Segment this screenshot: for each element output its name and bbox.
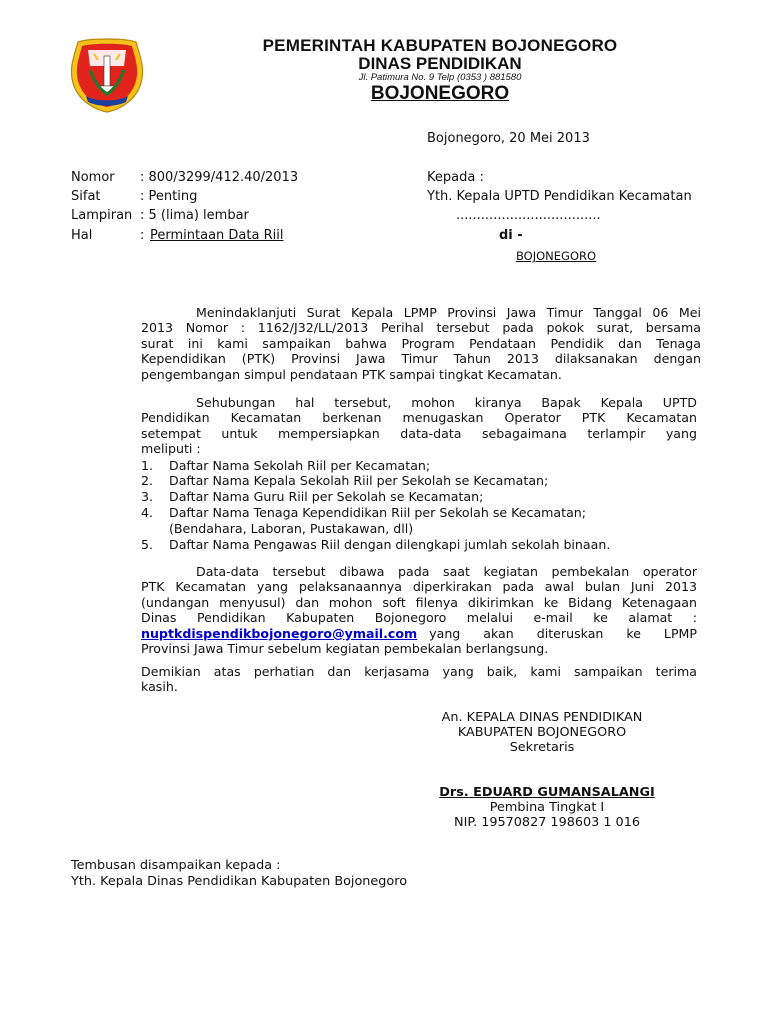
letterhead-department: DINAS PENDIDIKAN — [358, 54, 522, 73]
nomor-value: : 800/3299/412.40/2013 — [140, 170, 299, 185]
paragraph-line: Provinsi Jawa Timur sebelum kegiatan pembekalan berlangsung. — [141, 640, 549, 656]
letterhead-city: BOJONEGORO — [370, 83, 510, 104]
paragraph-line: PTK Kecamatan yang pelaksanaannya diperkirakan pada awal bulan Juni 2013 — [141, 579, 697, 595]
paragraph-line: meliputi : — [141, 441, 201, 457]
signatory-rank: Pembina Tingkat I — [489, 800, 605, 815]
paragraph-line: Kependidikan (PTK) Provinsi Jawa Timur Tahun 2013 dilaksanakan dengan — [141, 351, 701, 367]
paragraph-line: Pendidikan Kecamatan berkenan menugaskan Operator PTK Kecamatan — [141, 410, 697, 426]
paragraph-3 — [141, 564, 697, 656]
recipient-place: BOJONEGORO — [516, 249, 597, 263]
email-link[interactable]: nuptkdispendikbojonegoro@ymail.com — [141, 625, 418, 641]
recipient-dots: ................................... — [456, 208, 601, 223]
signature-title-3: Sekretaris — [509, 740, 575, 755]
list-item — [141, 521, 413, 536]
paragraph-line: surat ini kami sampaikan bahwa Program Pendataan Pendidik dan Tenaga — [141, 335, 701, 351]
paragraph-line: pengembangan simpul pendataan PTK sampai tingkat Kecamatan. — [141, 366, 562, 382]
letterhead-address: Jl. Patimura No. 9 Telp (0353 ) 881580 — [358, 72, 522, 83]
tembusan-title: Tembusan disampaikan kepada : — [71, 858, 281, 873]
sifat-label: Sifat — [71, 189, 101, 204]
list-text: Daftar Nama Tenaga Kependidikan Riil per Sekolah se Kecamatan; — [169, 505, 587, 520]
lampiran-label: Lampiran — [71, 208, 133, 223]
list-number: 1. — [141, 458, 154, 473]
recipient-title: Yth. Kepala UPTD Pendidikan Kecamatan — [427, 189, 692, 204]
hal-colon: : — [140, 228, 145, 243]
list-number: 4. — [141, 505, 154, 520]
paragraph-line: Demikian atas perhatian dan kerjasama yang baik, kami sampaikan terima — [141, 664, 697, 679]
list-number: 2. — [141, 473, 154, 488]
paragraph-line: Data-data tersebut dibawa pada saat kegiatan pembekalan operator — [196, 564, 697, 579]
tembusan-item: Yth. Kepala Dinas Pendidikan Kabupaten Bojonegoro — [71, 874, 408, 889]
sifat-value: : Penting — [140, 189, 198, 204]
signatory-name: Drs. EDUARD GUMANSALANGI — [439, 785, 655, 800]
paragraph-line: 2013 Nomor : 1162/J32/LL/2013 Perihal tersebut pada pokok surat, bersama — [141, 320, 701, 336]
email-after-text: yang akan diteruskan ke LPMP — [429, 625, 697, 641]
list-item — [141, 458, 430, 473]
paragraph-line: Dinas Pendidikan Kabupaten Bojonegoro melalui e-mail ke alamat : — [141, 610, 697, 626]
list-text: Daftar Nama Guru Riil per Sekolah se Kecamatan; — [169, 489, 484, 504]
list-item — [141, 473, 548, 488]
signatory-nip: NIP. 19570827 198603 1 016 — [454, 815, 640, 830]
signature-title-1: An. KEPALA DINAS PENDIDIKAN — [441, 710, 643, 725]
hal-value: Permintaan Data Riil — [150, 228, 284, 243]
paragraph-2 — [141, 395, 697, 457]
list-number: 3. — [141, 489, 154, 504]
list-item — [141, 537, 610, 552]
list-text: Daftar Nama Sekolah Riil per Kecamatan; — [169, 458, 431, 473]
bojonegoro-regency-emblem — [64, 36, 150, 114]
list-text: (Bendahara, Laboran, Pustakawan, dll) — [169, 521, 414, 536]
list-item — [141, 505, 586, 520]
hal-label: Hal — [71, 228, 93, 243]
lampiran-value: : 5 (lima) lembar — [140, 208, 249, 223]
paragraph-line: Sehubungan hal tersebut, mohon kiranya Bapak Kepala UPTD — [196, 395, 697, 410]
list-number: 5. — [141, 537, 154, 552]
nomor-label: Nomor — [71, 170, 115, 185]
paragraph-1 — [141, 305, 701, 382]
paragraph-line: kasih. — [141, 679, 178, 695]
list-item — [141, 489, 483, 504]
paragraph-line: Menindaklanjuti Surat Kepala LPMP Provinsi Jawa Timur Tanggal 06 Mei — [196, 305, 701, 320]
signature-title-2: KABUPATEN BOJONEGORO — [457, 725, 627, 740]
email-line — [141, 626, 697, 641]
letterhead-government: PEMERINTAH KABUPATEN BOJONEGORO — [262, 36, 618, 55]
kepada-label: Kepada : — [427, 170, 484, 185]
paragraph-line: (undangan menyusul) dan mohon soft filenya dikirimkan ke Bidang Ketenagaan — [141, 594, 697, 610]
list-text: Daftar Nama Pengawas Riil dengan dilengkapi jumlah sekolah binaan. — [169, 537, 611, 552]
recipient-di: di - — [499, 228, 523, 243]
paragraph-4 — [141, 664, 697, 695]
list-text: Daftar Nama Kepala Sekolah Riil per Sekolah se Kecamatan; — [169, 473, 549, 488]
letter-date: Bojonegoro, 20 Mei 2013 — [427, 131, 590, 146]
paragraph-line: setempat untuk mempersiapkan data-data sebagaimana terlampir yang — [141, 425, 697, 441]
